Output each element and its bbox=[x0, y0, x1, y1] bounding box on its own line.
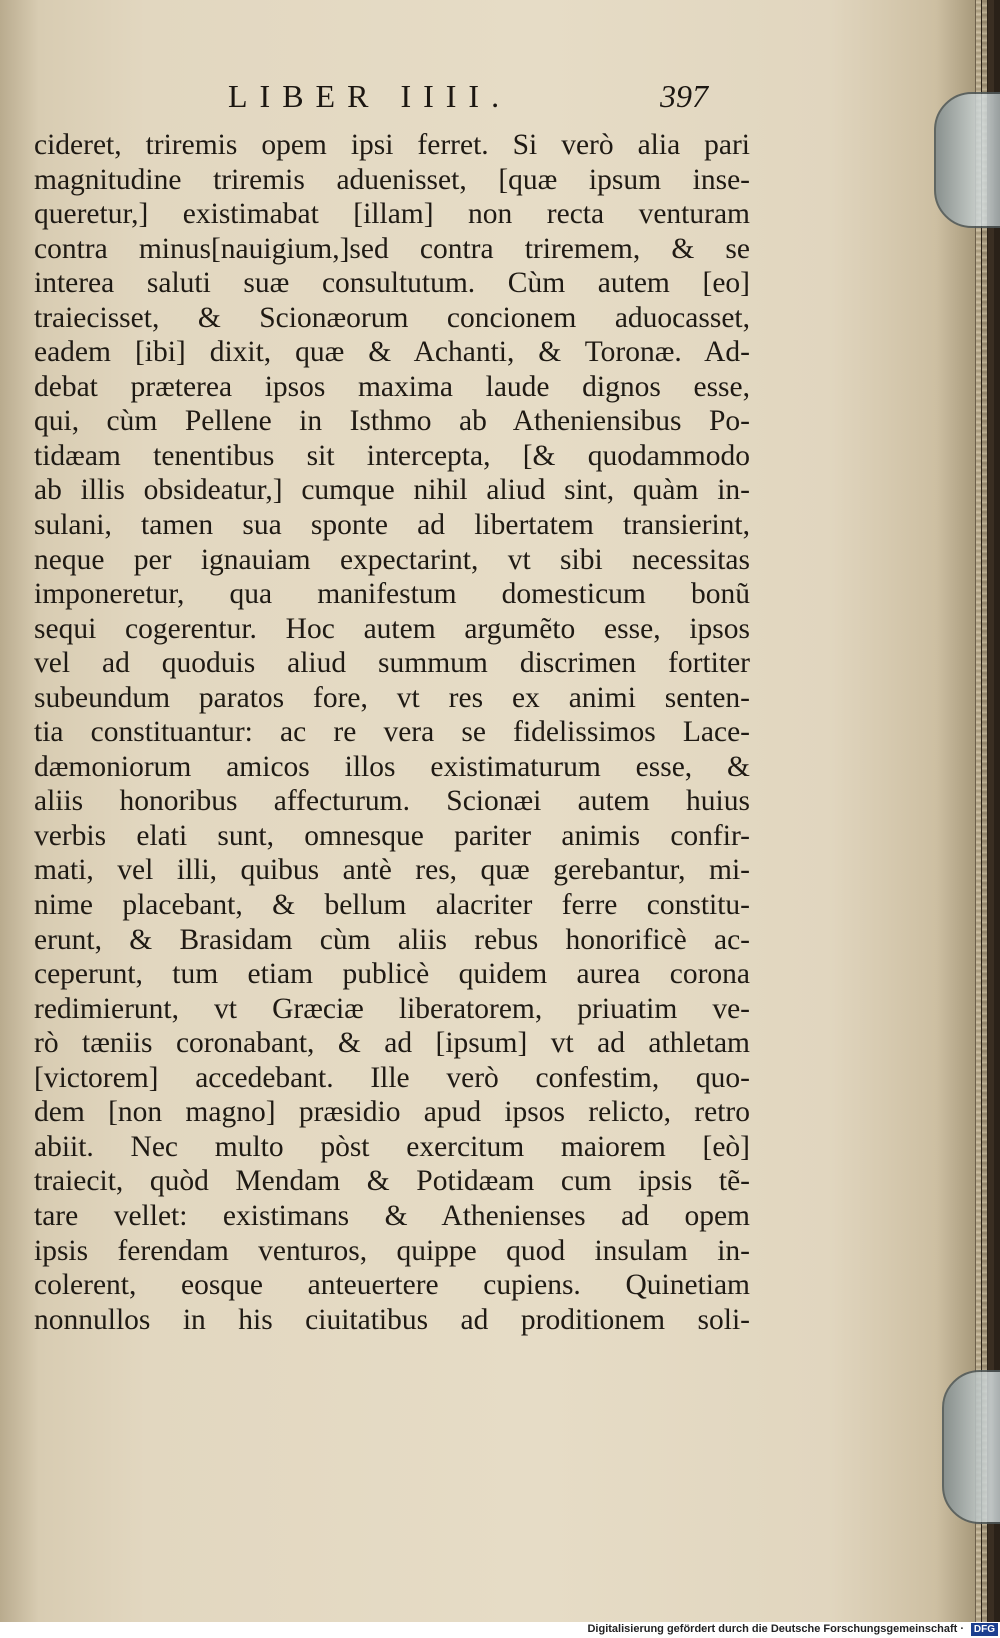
text-line: rò tæniis coronabant, & ad [ipsum] vt ad athletam bbox=[34, 1027, 750, 1060]
text-line: dæmoniorum amicos illos existimaturum esse, & bbox=[34, 750, 750, 783]
text-line: debat præterea ipsos maxima laude dignos esse, bbox=[34, 370, 750, 403]
text-line: ab illis obsideatur,] cumque nihil aliud sint, quàm in- bbox=[34, 474, 750, 507]
book-clamp-top bbox=[934, 92, 1000, 228]
text-line: tia constituantur: ac re vera se fidelissimos Lace- bbox=[34, 716, 750, 749]
text-line: sulani, tamen sua sponte ad libertatem transierint, bbox=[34, 509, 750, 542]
text-line: ipsis ferendam venturos, quippe quod insulam in- bbox=[34, 1234, 750, 1267]
text-line: cideret, triremis opem ipsi ferret. Si verò alia pari bbox=[34, 129, 750, 161]
text-line: abiit. Nec multo pòst exercitum maiorem [eò] bbox=[34, 1130, 750, 1163]
text-line: neque per ignauiam expectarint, vt sibi necessitas bbox=[34, 543, 750, 576]
text-line: tare vellet: existimans & Athenienses ad opem bbox=[34, 1199, 750, 1232]
digitization-footer bbox=[0, 1622, 1000, 1638]
text-line: tidæam tenentibus sit intercepta, [& quodammodo bbox=[34, 439, 750, 472]
text-line: mati, vel illi, quibus antè res, quæ gerebantur, mi- bbox=[34, 854, 750, 887]
text-line: ceperunt, tum etiam publicè quidem aurea corona bbox=[34, 958, 750, 991]
text-line: redimierunt, vt Græciæ liberatorem, priuatim ve- bbox=[34, 992, 750, 1025]
text-line: imponeretur, qua manifestum domesticum bonũ bbox=[34, 578, 750, 611]
text-line: colerent, eosque anteuertere cupiens. Quinetiam bbox=[34, 1269, 750, 1302]
text-line: nime placebant, & bellum alacriter ferre constitu- bbox=[34, 889, 750, 922]
text-line: traiecisset, & Scionæorum concionem aduocasset, bbox=[34, 301, 750, 334]
text-line: [victorem] accedebant. Ille verò confestim, quo- bbox=[34, 1061, 750, 1094]
text-line: eadem [ibi] dixit, quæ & Achanti, & Toronæ. Ad- bbox=[34, 336, 750, 369]
dfg-logo: DFG bbox=[971, 1623, 998, 1636]
text-line: qui, cùm Pellene in Isthmo ab Atheniensibus Po- bbox=[34, 405, 750, 438]
page-number: 397 bbox=[660, 78, 708, 114]
text-line: queretur,] existimabat [illam] non recta venturam bbox=[34, 198, 750, 231]
text-line: magnitudine triremis aduenisset, [quæ ipsum inse- bbox=[34, 163, 750, 196]
book-clamp-bottom bbox=[942, 1370, 1000, 1524]
body-text bbox=[34, 128, 750, 1337]
page-header bbox=[0, 78, 1000, 118]
text-line: erunt, & Brasidam cùm aliis rebus honorificè ac- bbox=[34, 923, 750, 956]
text-line: interea saluti suæ consultutum. Cùm autem [eo] bbox=[34, 267, 750, 300]
text-line: sequi cogerentur. Hoc autem argumẽto esse, ipsos bbox=[34, 612, 750, 645]
text-line: contra minus[nauigium,]sed contra triremem, & se bbox=[34, 232, 750, 265]
text-line: subeundum paratos fore, vt res ex animi senten- bbox=[34, 681, 750, 714]
funding-credit: Digitalisierung gefördert durch die Deutsche Forschungsgemeinschaft · bbox=[587, 1623, 964, 1635]
text-line: verbis elati sunt, omnesque pariter animis confir- bbox=[34, 819, 750, 852]
text-line: nonnullos in his ciuitatibus ad proditionem soli- bbox=[34, 1303, 750, 1336]
text-line: traiecit, quòd Mendam & Potidæam cum ipsis tẽ- bbox=[34, 1165, 750, 1198]
running-head: LIBER IIII. bbox=[228, 78, 512, 114]
text-line: dem [non magno] præsidio apud ipsos relicto, retro bbox=[34, 1096, 750, 1129]
text-line: aliis honoribus affecturum. Scionæi autem huius bbox=[34, 785, 750, 818]
text-line: vel ad quoduis aliud summum discrimen fortiter bbox=[34, 647, 750, 680]
